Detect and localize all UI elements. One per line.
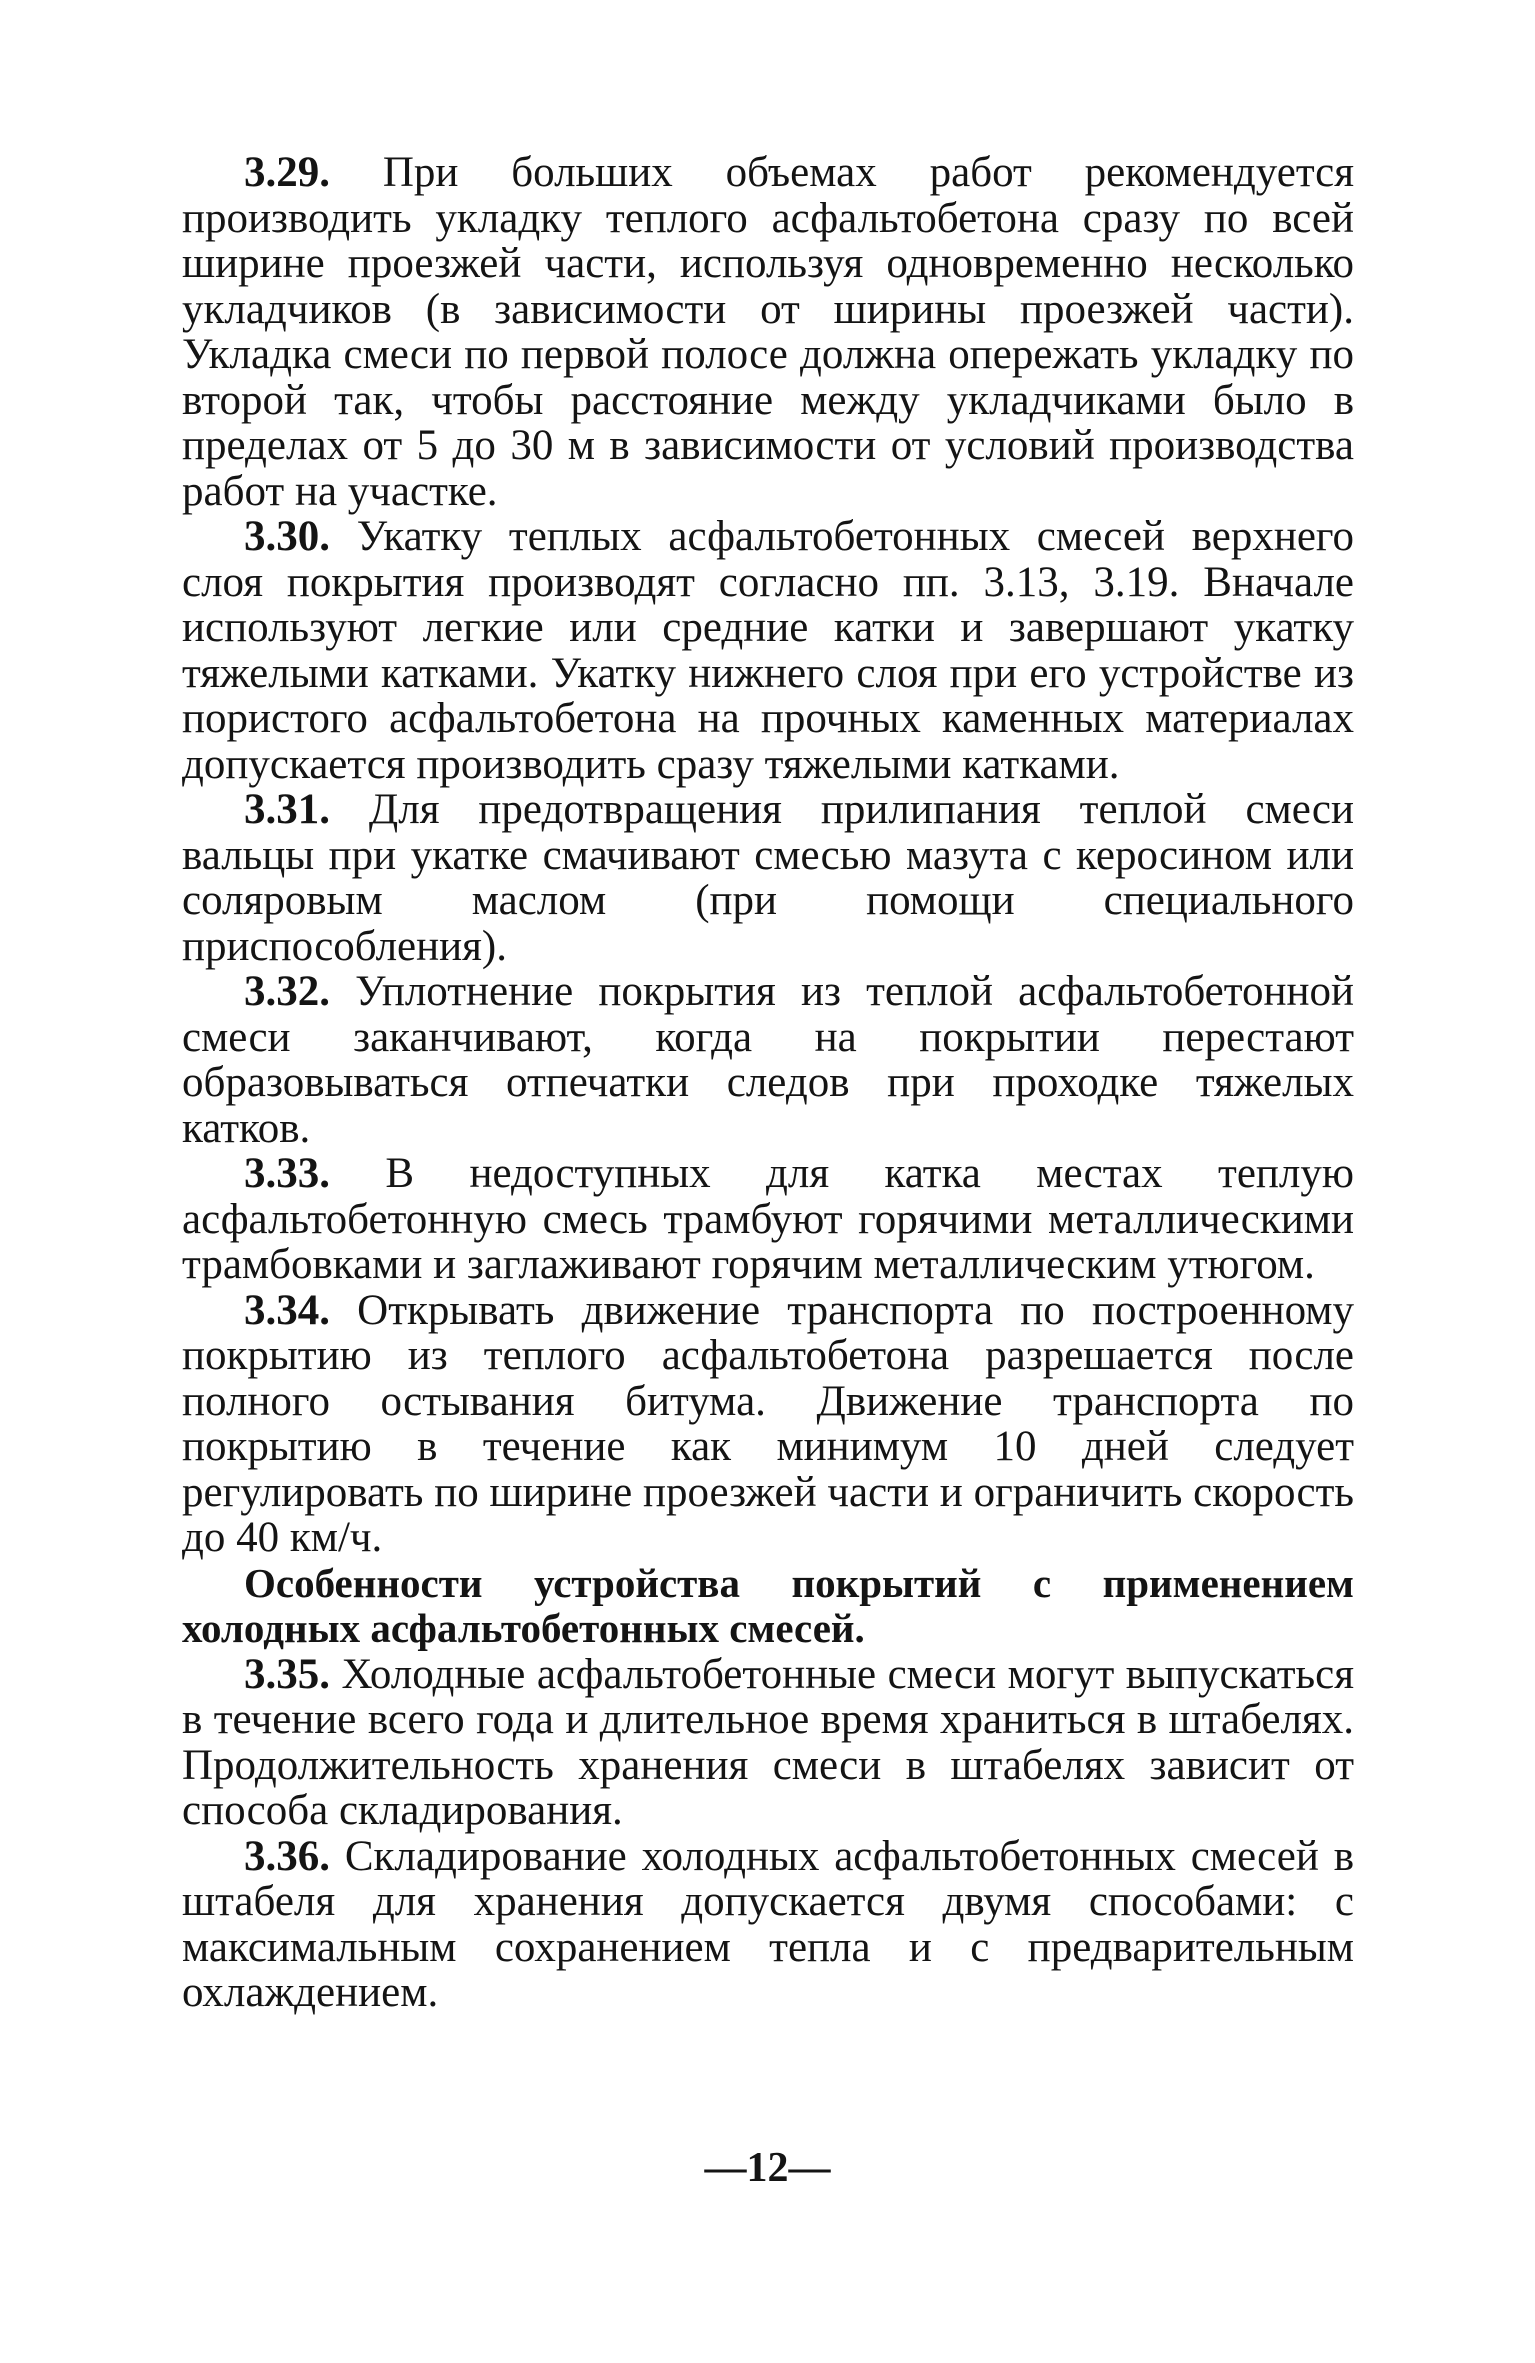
paragraph-3-30 (182, 514, 1354, 787)
paragraph-text: Складирование холодных асфальтобетонных смесей в штабеля для хранения допускается двумя способами: с максимальным сохранением тепла и с предварительным охлаждением. (182, 1832, 1355, 2016)
page-number: —12— (704, 2145, 831, 2191)
paragraph-3-29 (182, 150, 1354, 514)
paragraph-3-31 (182, 787, 1354, 969)
paragraph-number: 3.34. (244, 1286, 330, 1334)
paragraph-3-33 (182, 1151, 1354, 1288)
paragraph-number: 3.35. (244, 1650, 330, 1698)
paragraph-number: 3.31. (244, 786, 330, 833)
paragraph-text: Открывать движение транспорта по построенному покрытию из теплого асфальтобетона разрешается после полного остывания битума. Движение транспорта по покрытию в течение как минимум 10 дней следует регулировать по ширине проезжей части и ограничить скорость до 40 км/ч. (182, 1286, 1354, 1561)
paragraph-3-36 (182, 1834, 1354, 2016)
paragraph-text: Холодные асфальтобетонные смеси могут выпускаться в течение всего года и длительное время храниться в штабелях. Продолжительность хранения смеси в штабелях зависит от способа складирования. (182, 1650, 1355, 1834)
paragraph-number: 3.32. (244, 968, 330, 1015)
paragraph-text: В недоступных для катка местах теплую асфальтобетонную смесь трамбуют горячими металлическими трамбовками и заглаживают горячим металлическим утюгом. (182, 1150, 1354, 1288)
paragraph-number: 3.36. (244, 1832, 330, 1880)
page-text-block (182, 150, 1354, 2016)
paragraph-number: 3.30. (244, 513, 330, 560)
paragraph-text: Для предотвращения прилипания теплой смеси вальцы при укатке смачивают смесью мазута с керосином или соляровым маслом (при помощи специального приспособления). (182, 786, 1354, 970)
paragraph-3-35 (182, 1652, 1354, 1834)
paragraph-text: При больших объемах работ рекомендуется производить укладку теплого асфальтобетона сразу по всей ширине проезжей части, используя одновременно несколько укладчиков (в зависимости от ширины проезжей части). Укладка смеси по первой полосе должна опережать укладку по второй так, чтобы расстояние между укладчиками было в пределах от 5 до 30 м в зависимости от условий производства работ на участке. (182, 149, 1355, 515)
paragraph-number: 3.33. (244, 1150, 330, 1197)
paragraph-text: Уплотнение покрытия из теплой асфальтобетонной смеси заканчивают, когда на покрытии перестают образовываться отпечатки следов при проходке тяжелых катков. (182, 968, 1354, 1152)
section-heading: Особенности устройства покрытий с применением холодных асфальтобетонных смесей. (182, 1559, 1354, 1651)
paragraph-3-32 (182, 969, 1354, 1151)
paragraph-3-34 (182, 1288, 1354, 1561)
paragraph-number: 3.29. (244, 149, 330, 196)
paragraph-text: Укатку теплых асфальтобетонных смесей верхнего слоя покрытия производят согласно пп. 3.13, 3.19. Вначале используют легкие или средние катки и завершают укатку тяжелыми катками. Укатку нижнего слоя при его устройстве из пористого асфальтобетона на прочных каменных материалах допускается производить сразу тяжелыми катками. (182, 513, 1354, 788)
